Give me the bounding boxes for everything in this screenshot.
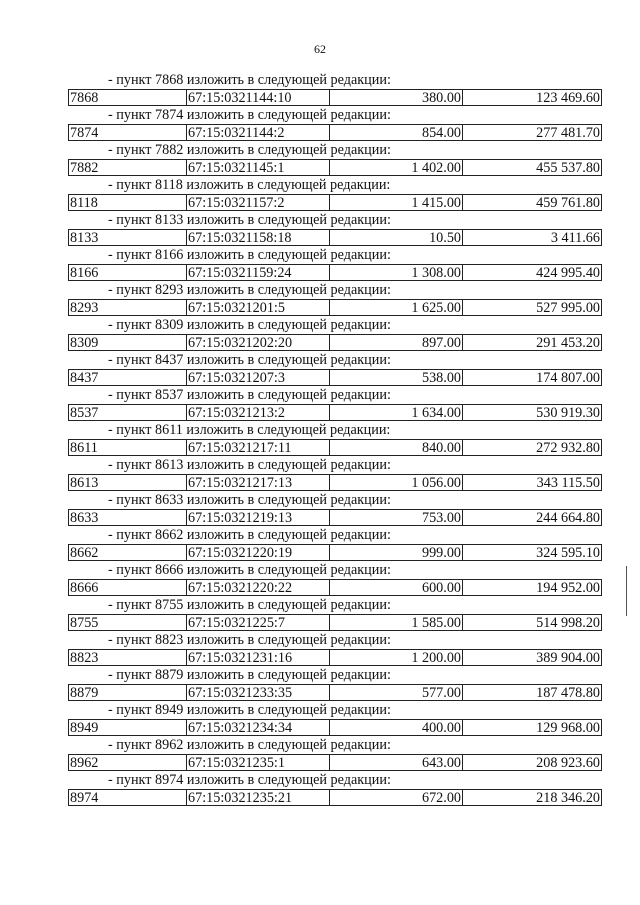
amendment-heading: - пункт 8962 изложить в следующей редакции: [108,737,391,753]
table-row [68,649,602,666]
area-cell: 1 200.00 [329,650,462,665]
page-number: 62 [314,42,326,56]
amendment-entry [0,142,640,177]
item-number-cell: 8611 [70,440,98,455]
area-cell: 1 415.00 [329,195,462,210]
area-cell: 1 308.00 [329,265,462,280]
cadastral-value-cell: 527 995.00 [462,300,601,315]
cadastral-value-cell: 389 904.00 [462,650,601,665]
cadastral-number-cell: 67:15:0321144:2 [186,125,329,140]
cadastral-number-cell: 67:15:0321234:34 [186,720,329,735]
amendment-entry [0,667,640,702]
cadastral-value-cell: 218 346.20 [462,790,601,805]
scan-margin-mark [626,566,627,616]
cadastral-value-cell: 272 932.80 [462,440,601,455]
cadastral-number-cell: 67:15:0321235:1 [186,755,329,770]
amendment-entry [0,282,640,317]
item-number-cell: 8879 [70,685,99,700]
amendment-entry [0,597,640,632]
table-row [68,614,602,631]
item-number-cell: 7874 [70,125,99,140]
table-row [68,159,602,176]
table-row [68,369,602,386]
cadastral-number-cell: 67:15:0321233:35 [186,685,329,700]
item-number-cell: 8666 [70,580,99,595]
amendment-entry [0,72,640,107]
cadastral-number-cell: 67:15:0321201:5 [186,300,329,315]
cadastral-value-cell: 343 115.50 [462,475,601,490]
cadastral-number-cell: 67:15:0321217:13 [186,475,329,490]
cadastral-number-cell: 67:15:0321231:16 [186,650,329,665]
table-row [68,404,602,421]
area-cell: 577.00 [329,685,462,700]
amendment-heading: - пункт 8437 изложить в следующей редакции: [108,352,391,368]
amendment-heading: - пункт 7874 изложить в следующей редакции: [108,107,391,123]
item-number-cell: 8633 [70,510,99,525]
amendment-heading: - пункт 7868 изложить в следующей редакции: [108,72,391,88]
table-row [68,229,602,246]
table-row [68,89,602,106]
item-number-cell: 8949 [70,720,99,735]
amendment-heading: - пункт 8755 изложить в следующей редакции: [108,597,391,613]
area-cell: 672.00 [329,790,462,805]
cadastral-value-cell: 459 761.80 [462,195,601,210]
amendment-heading: - пункт 8666 изложить в следующей редакции: [108,562,391,578]
item-number-cell: 8962 [70,755,99,770]
table-row [68,579,602,596]
item-number-cell: 8613 [70,475,99,490]
area-cell: 854.00 [329,125,462,140]
cadastral-value-cell: 187 478.80 [462,685,601,700]
amendment-entry [0,492,640,527]
area-cell: 753.00 [329,510,462,525]
cadastral-number-cell: 67:15:0321157:2 [186,195,329,210]
amendment-heading: - пункт 8537 изложить в следующей редакции: [108,387,391,403]
cadastral-number-cell: 67:15:0321202:20 [186,335,329,350]
cadastral-number-cell: 67:15:0321225:7 [186,615,329,630]
area-cell: 897.00 [329,335,462,350]
cadastral-number-cell: 67:15:0321158:18 [186,230,329,245]
cadastral-value-cell: 291 453.20 [462,335,601,350]
amendment-heading: - пункт 8823 изложить в следующей редакции: [108,632,391,648]
table-row [68,439,602,456]
amendment-entry [0,247,640,282]
cadastral-value-cell: 530 919.30 [462,405,601,420]
amendment-heading: - пункт 8133 изложить в следующей редакции: [108,212,391,228]
area-cell: 538.00 [329,370,462,385]
table-row [68,544,602,561]
cadastral-value-cell: 208 923.60 [462,755,601,770]
table-row [68,264,602,281]
area-cell: 840.00 [329,440,462,455]
amendment-heading: - пункт 8309 изложить в следующей редакции: [108,317,391,333]
cadastral-value-cell: 194 952.00 [462,580,601,595]
cadastral-value-cell: 277 481.70 [462,125,601,140]
cadastral-value-cell: 174 807.00 [462,370,601,385]
area-cell: 10.50 [329,230,462,245]
amendment-list [0,72,640,807]
amendment-heading: - пункт 8974 изложить в следующей редакции: [108,772,391,788]
area-cell: 1 585.00 [329,615,462,630]
item-number-cell: 8662 [70,545,99,560]
table-row [68,334,602,351]
amendment-heading: - пункт 8949 изложить в следующей редакции: [108,702,391,718]
item-number-cell: 8118 [70,195,98,210]
cadastral-number-cell: 67:15:0321220:19 [186,545,329,560]
table-row [68,719,602,736]
area-cell: 400.00 [329,720,462,735]
table-row [68,754,602,771]
amendment-entry [0,527,640,562]
table-row [68,684,602,701]
item-number-cell: 8293 [70,300,99,315]
amendment-entry [0,632,640,667]
cadastral-value-cell: 424 995.40 [462,265,601,280]
area-cell: 380.00 [329,90,462,105]
item-number-cell: 8309 [70,335,99,350]
table-row [68,789,602,806]
amendment-entry [0,107,640,142]
cadastral-number-cell: 67:15:0321220:22 [186,580,329,595]
cadastral-number-cell: 67:15:0321207:3 [186,370,329,385]
cadastral-number-cell: 67:15:0321219:13 [186,510,329,525]
amendment-heading: - пункт 8118 изложить в следующей редакции: [108,177,391,193]
cadastral-number-cell: 67:15:0321145:1 [186,160,329,175]
area-cell: 1 634.00 [329,405,462,420]
area-cell: 1 402.00 [329,160,462,175]
amendment-heading: - пункт 8613 изложить в следующей редакции: [108,457,391,473]
amendment-heading: - пункт 8633 изложить в следующей редакции: [108,492,391,508]
item-number-cell: 8133 [70,230,99,245]
cadastral-value-cell: 244 664.80 [462,510,601,525]
cadastral-number-cell: 67:15:0321217:11 [186,440,329,455]
cadastral-value-cell: 324 595.10 [462,545,601,560]
amendment-entry [0,457,640,492]
item-number-cell: 7868 [70,90,99,105]
area-cell: 999.00 [329,545,462,560]
cadastral-value-cell: 123 469.60 [462,90,601,105]
amendment-entry [0,352,640,387]
amendment-entry [0,562,640,597]
table-row [68,194,602,211]
amendment-entry [0,702,640,737]
item-number-cell: 8166 [70,265,99,280]
cadastral-value-cell: 514 998.20 [462,615,601,630]
cadastral-value-cell: 455 537.80 [462,160,601,175]
table-row [68,509,602,526]
amendment-heading: - пункт 8879 изложить в следующей редакции: [108,667,391,683]
item-number-cell: 8823 [70,650,99,665]
cadastral-value-cell: 129 968.00 [462,720,601,735]
cadastral-value-cell: 3 411.66 [462,230,601,245]
table-row [68,474,602,491]
cadastral-number-cell: 67:15:0321213:2 [186,405,329,420]
amendment-heading: - пункт 8293 изложить в следующей редакции: [108,282,391,298]
area-cell: 643.00 [329,755,462,770]
amendment-heading: - пункт 7882 изложить в следующей редакции: [108,142,391,158]
area-cell: 1 056.00 [329,475,462,490]
cadastral-number-cell: 67:15:0321235:21 [186,790,329,805]
item-number-cell: 8755 [70,615,99,630]
amendment-entry [0,177,640,212]
cadastral-number-cell: 67:15:0321144:10 [186,90,329,105]
amendment-entry [0,772,640,807]
amendment-heading: - пункт 8611 изложить в следующей редакции: [108,422,391,438]
cadastral-number-cell: 67:15:0321159:24 [186,265,329,280]
item-number-cell: 8537 [70,405,99,420]
amendment-entry [0,422,640,457]
amendment-entry [0,387,640,422]
amendment-heading: - пункт 8662 изложить в следующей редакции: [108,527,391,543]
table-row [68,299,602,316]
area-cell: 1 625.00 [329,300,462,315]
item-number-cell: 8974 [70,790,99,805]
amendment-heading: - пункт 8166 изложить в следующей редакции: [108,247,391,263]
amendment-entry [0,212,640,247]
item-number-cell: 7882 [70,160,99,175]
table-row [68,124,602,141]
area-cell: 600.00 [329,580,462,595]
amendment-entry [0,737,640,772]
item-number-cell: 8437 [70,370,99,385]
amendment-entry [0,317,640,352]
